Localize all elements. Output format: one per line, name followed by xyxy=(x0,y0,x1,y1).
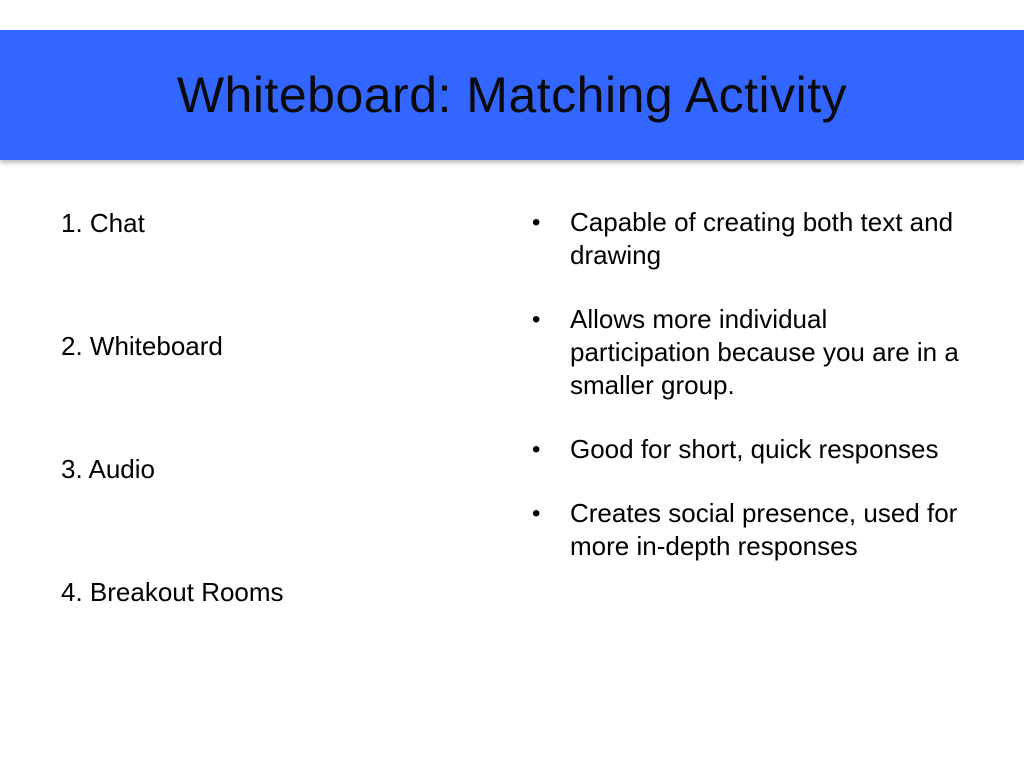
description-item xyxy=(530,433,970,466)
description-text: Creates social presence, used for more in-depth responses xyxy=(570,498,958,561)
description-item xyxy=(530,303,970,402)
description-list xyxy=(530,206,970,563)
feature-item-audio: 3. Audio xyxy=(61,454,155,484)
bullet-icon: • xyxy=(532,500,541,527)
description-item xyxy=(530,497,970,563)
description-item xyxy=(530,206,970,272)
bullet-icon: • xyxy=(532,209,541,236)
feature-item-chat: 1. Chat xyxy=(61,208,145,238)
title-bar xyxy=(0,30,1024,160)
description-text: Capable of creating both text and drawing xyxy=(570,207,954,270)
description-text: Good for short, quick responses xyxy=(570,434,939,464)
feature-list xyxy=(61,206,461,609)
bullet-icon: • xyxy=(532,306,541,333)
feature-item-breakout-rooms: 4. Breakout Rooms xyxy=(61,577,284,607)
description-text: Allows more individual participation because you are in a smaller group. xyxy=(570,304,959,400)
slide-title: Whiteboard: Matching Activity xyxy=(176,67,848,123)
bullet-icon: • xyxy=(532,436,541,463)
feature-item-whiteboard: 2. Whiteboard xyxy=(61,331,223,361)
